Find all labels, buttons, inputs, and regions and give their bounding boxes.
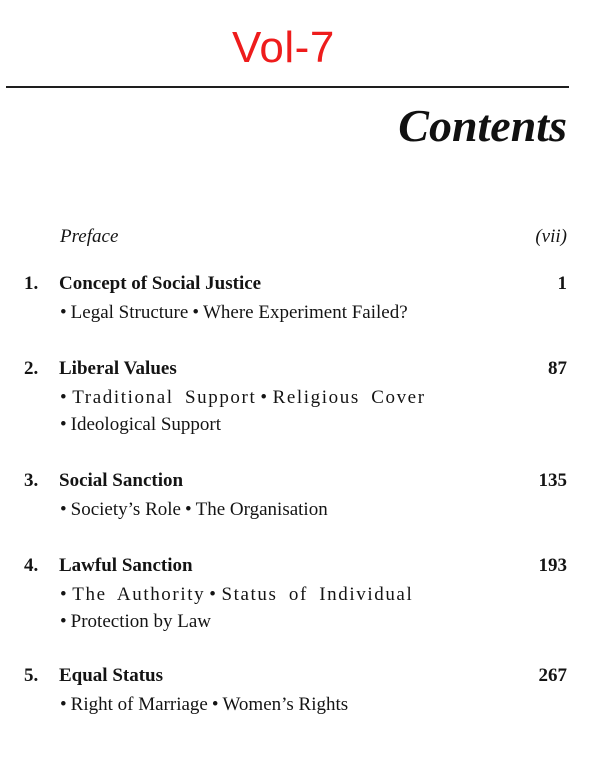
chapter-heading [0,271,600,297]
chapter-topics [60,581,413,635]
topic: Legal Structure [70,302,189,323]
chapter-entry-2 [0,356,600,435]
chapter-heading [0,553,600,579]
topic-line [60,581,413,608]
chapter-page-number: 135 [538,470,567,491]
topic: Protection by Law [70,611,212,632]
topic-line [60,411,426,438]
bullet-icon: • [260,387,269,408]
topic-line [60,384,426,411]
topic-line [60,299,408,326]
chapter-number: 2. [24,358,39,379]
chapter-entry-3 [0,468,600,520]
topic: Traditional Support [72,387,257,408]
preface-page-number: (vii) [535,226,567,247]
topic: Where Experiment Failed? [202,302,408,323]
topic: The Authority [72,584,206,605]
preface-label: Preface [60,226,119,247]
chapter-number: 4. [24,555,39,576]
chapter-number: 1. [24,273,39,294]
chapter-topics [60,299,408,326]
bullet-icon: • [60,694,67,715]
chapter-number: 5. [24,665,39,686]
chapter-entry-5 [0,663,600,715]
topic: Society’s Role [70,499,181,520]
bullet-icon: • [184,499,192,520]
topic: Right of Marriage [70,694,208,715]
chapter-title: Concept of Social Justice [59,273,262,294]
bullet-icon: • [209,584,218,605]
chapter-title: Liberal Values [59,358,177,379]
chapter-entry-1 [0,271,600,323]
bullet-icon: • [60,302,67,323]
bullet-icon: • [60,414,67,435]
topic-line [60,691,348,718]
topic: Women’s Rights [222,694,349,715]
chapter-heading [0,468,600,494]
page-title: Contents [398,100,567,151]
chapter-entry-4 [0,553,600,632]
chapter-topics [60,691,348,718]
chapter-page-number: 87 [548,358,567,379]
topic: The Organisation [195,499,328,520]
bullet-icon: • [60,387,69,408]
chapter-number: 3. [24,470,39,491]
chapter-heading [0,663,600,689]
bullet-icon: • [211,694,219,715]
bullet-icon: • [60,611,67,632]
chapter-page-number: 193 [538,555,567,576]
bullet-icon: • [60,499,67,520]
chapter-topics [60,384,426,438]
volume-label: Vol-7 [232,23,335,72]
chapter-title: Lawful Sanction [59,555,193,576]
chapter-topics [60,496,328,523]
bullet-icon: • [192,302,199,323]
topic-line [60,608,413,635]
chapter-page-number: 267 [538,665,567,686]
chapter-title: Social Sanction [59,470,184,491]
chapter-heading [0,356,600,382]
topic: Religious Cover [272,387,426,408]
topic: Ideological Support [70,414,222,435]
topic: Status of Individual [221,584,414,605]
topic-line [60,496,328,523]
chapter-title: Equal Status [59,665,164,686]
bullet-icon: • [60,584,69,605]
chapter-page-number: 1 [557,273,567,294]
header-divider [6,86,569,88]
